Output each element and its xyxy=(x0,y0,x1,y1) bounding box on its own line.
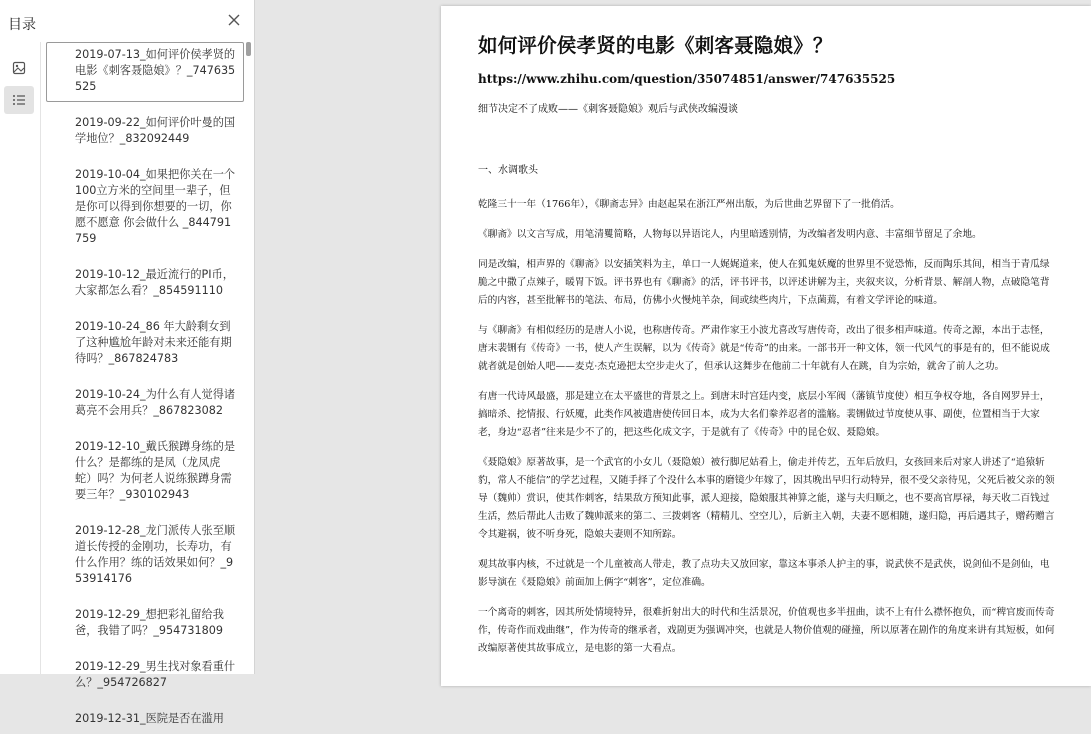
paragraph: 观其故事内核，不过就是一个儿童被高人带走，教了点功夫又放回家，靠这本事杀人护主的事，说武侠不是武侠，说剑仙不是剑仙，电影导演在《聂隐娘》前面加上俩字“刺客”，定位准确。 xyxy=(478,559,1050,588)
outline-item[interactable]: 2019-12-10_戴氏猴蹲身练的是什么？是都练的是凤（龙凤虎蛇）吗？为何老人说练猴蹲身需要三年？_930102943 xyxy=(75,440,236,501)
outline-item[interactable]: 2019-10-24_86 年大龄剩女到了这种尴尬年龄对未来还能有期待吗？_867824783 xyxy=(75,320,232,365)
document-subtitle: 细节决定不了成败——《刺客聂隐娘》观后与武侠改编漫谈 xyxy=(478,104,738,115)
close-icon[interactable] xyxy=(226,12,242,28)
document-title: 如何评价侯孝贤的电影《刺客聂隐娘》？ xyxy=(478,34,833,57)
outline-item[interactable]: 2019-10-04_如果把你关在一个100立方米的空间里一辈子，但是你可以得到你想要的一切，你愿不愿意 你会做什么 _844791759 xyxy=(75,168,236,245)
paragraph: 与《聊斋》有相似经历的是唐人小说，也称唐传奇。严肃作家王小波尤喜改写唐传奇，改出了很多相声味道。传奇之源，本出于志怪，唐末裴铏有《传奇》一书，使人产生误解，以为《传奇》就是“传奇”的由来。一部书开一种文体，领一代风气的事是有的，但不能说成就者就是创始人吧——麦克·杰克逊把太空步走火了，但承认这舞步在他前二十年就有人在跳，自为宗始，就舍了前人之功。 xyxy=(478,325,1050,372)
outline-item[interactable]: 2019-12-29_想把彩礼留给我爸，我错了吗？_954731809 xyxy=(75,608,224,637)
sidebar-title: 目录 xyxy=(8,17,36,33)
paragraph: 有唐一代诗风最盛，那是建立在太平盛世的背景之上。到唐末时宫廷内变，底层小军阀（藩镇节度使）相互争权夺地，各自网罗异士，搞暗杀、挖情报、行妖魇，此类作风被遣唐使传回日本，成为大名们豢养忍者的滥觞。裴铏做过节度使从事、副使，位置相当于大家老，身边“忍者”往来是少不了的，把这些化成文字，于是就有了《传奇》中的昆仑奴、聂隐娘。 xyxy=(478,391,1050,438)
thumbnail-view-button[interactable] xyxy=(4,54,34,82)
document-url: https://www.zhihu.com/question/35074851/answer/747635525 xyxy=(478,72,896,86)
outline-item[interactable]: 2019-12-29_男生找对象看重什么？_954726827 xyxy=(75,660,236,689)
paragraph: 《聂隐娘》原著故事，是一个武官的小女儿（聂隐娘）被行脚尼姑看上，偷走并传艺，五年后放归，女孩回来后对家人讲述了“追猿斩豹，常人不能信”的学艺过程，又随手择了个没什么本事的磨镜少年嫁了，因其晚出早归行动特异，很不受父亲待见，父死后被父亲的领导（魏帅）赏识，使其作刺客，结果敌方预知此事，派人迎接，隐娘服其神算之能，遂与夫归顺之，也不要高官厚禄，每天收二百钱过生活，然后帮此人击败了魏帅派来的第二、三拨刺客（精精儿、空空儿），后新主入朝，夫妻不愿相随，遂归隐，再后遇其子，赠药赠言令其避祸，彼不听身死，隐娘夫妻则不知所踪。 xyxy=(478,457,1055,540)
outline-item-selected[interactable]: 2019-07-13_如何评价侯孝贤的电影《刺客聂隐娘》？_747635525 xyxy=(46,42,244,102)
sidebar-rail xyxy=(0,42,41,674)
outline-item[interactable]: 2019-10-24_为什么有人觉得诸葛亮不会用兵？_867823082 xyxy=(75,388,236,417)
outline-item[interactable]: 2019-12-28_龙门派传人张至顺道长传授的金刚功，长寿功，有什么作用？练的话效果如何？_953914176 xyxy=(75,524,236,585)
sidebar-header xyxy=(0,0,254,42)
paragraph: 同是改编，相声界的《聊斋》以安插笑料为主，单口一人娓娓道来，使人在狐鬼妖魔的世界里不觉恐怖，反而陶乐其间，相当于青瓜绿脆之中撒了点辣子，暖胃下饭。评书界也有《聊斋》的活，评书评书，以评述讲解为主，夹叙夹议，分析背景、解剖人物，点破隐笔背后的内容，甚至批解书的笔法、布局，仿佛小火慢炖羊杂，间或续些肉片，下点菌蔫，有着文学评论的味道。 xyxy=(478,259,1050,306)
outline-item[interactable]: 2019-09-22_如何评价叶曼的国学地位？_832092449 xyxy=(75,116,236,145)
outline-list xyxy=(46,42,244,725)
list-icon xyxy=(11,92,27,108)
image-icon xyxy=(11,60,27,76)
section-heading: 一、水调歌头 xyxy=(478,165,538,176)
document-page xyxy=(441,6,1091,686)
document-content xyxy=(478,30,1058,670)
outline-item[interactable]: 2019-10-12_最近流行的PI币，大家都怎么看？_854591110 xyxy=(75,268,234,297)
paragraph: 《聊斋》以文言写成，用笔清矍简略，人物每以异语诧人，内里暗透别情，为改编者发明内意、丰富细节留足了余地。 xyxy=(478,229,982,240)
paragraph: 乾隆三十一年（1766年），《聊斋志异》由赵起杲在浙江严州出版，为后世曲艺界留下了一批俏活。 xyxy=(478,199,900,210)
paragraph: 一个离奇的刺客，因其所处情境特异，很难折射出大的时代和生活景况，价值观也多半扭曲，读不上有什么襟怀抱负，而“稗官废而传奇作，传奇作而戏曲继”，作为传奇的继承者，戏剧更为强调冲突，也就是人物价值观的碰撞，所以原著在剧作的角度来讲有其短板，如何改编原著使其故事成立，是电影的第一大看点。 xyxy=(478,607,1055,654)
outline-item[interactable]: 2019-12-31_医院是否在滥用 xyxy=(75,712,224,725)
outline-view-button[interactable] xyxy=(4,86,34,114)
table-of-contents-panel xyxy=(0,0,255,725)
outline-scrollbar[interactable] xyxy=(246,42,251,56)
